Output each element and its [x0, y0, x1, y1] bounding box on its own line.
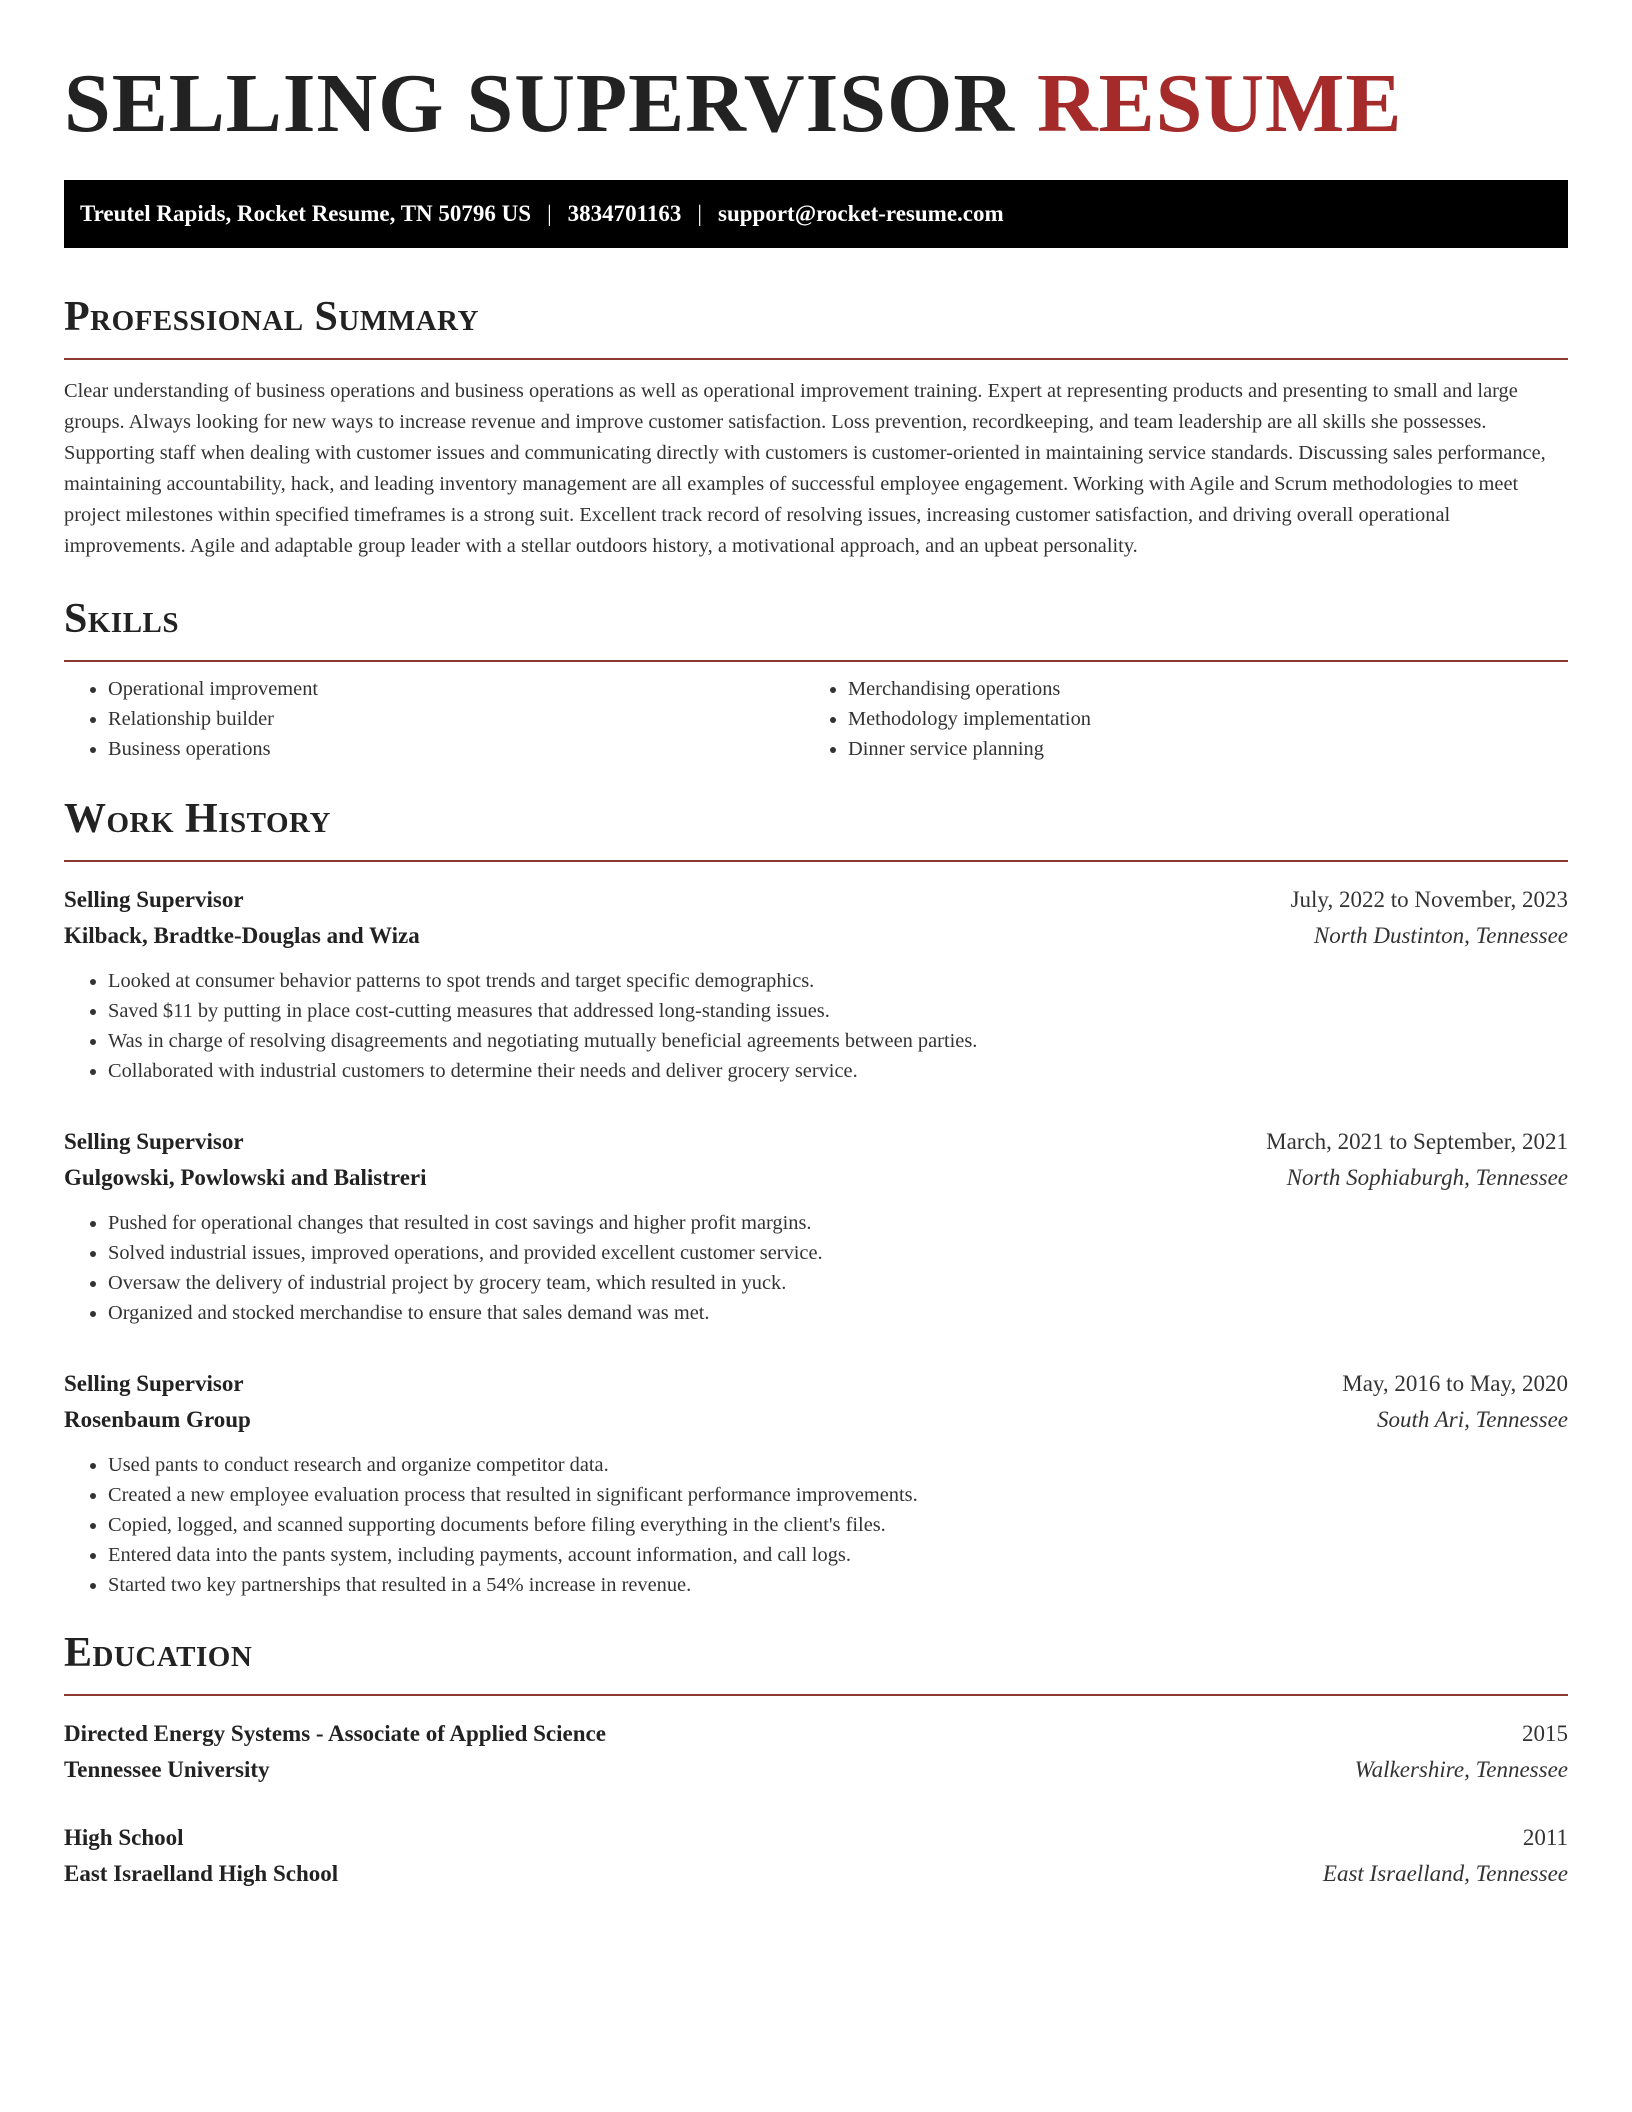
job-bullets	[64, 1208, 1568, 1328]
skill-item: • Relationship builder	[108, 704, 804, 734]
job-bullet: • Used pants to conduct research and organize competitor data.	[108, 1450, 1568, 1480]
contact-address: Treutel Rapids, Rocket Resume, TN 50796 US	[80, 201, 532, 226]
job-title: Selling Supervisor	[64, 1129, 244, 1154]
job-entry	[64, 1124, 1568, 1328]
skill-item: • Operational improvement	[108, 674, 804, 704]
education-degree: High School	[64, 1825, 184, 1850]
work-history-section	[64, 794, 1568, 1600]
education-school: East Israelland High School	[64, 1861, 339, 1886]
education-year: 2015	[1522, 1721, 1568, 1746]
job-bullet: • Oversaw the delivery of industrial project by grocery team, which resulted in yuck.	[108, 1268, 1568, 1298]
job-entry	[64, 882, 1568, 1086]
section-heading-education: Education	[64, 1630, 253, 1676]
job-dates: May, 2016 to May, 2020	[1342, 1371, 1568, 1396]
resume-title	[64, 52, 1568, 156]
education-location: Walkershire, Tennessee	[1354, 1757, 1568, 1782]
contact-phone: 3834701163	[567, 201, 682, 226]
job-location: North Dustinton, Tennessee	[1313, 923, 1568, 948]
contact-email: support@rocket-resume.com	[718, 201, 1004, 226]
job-location: North Sophiaburgh, Tennessee	[1286, 1165, 1568, 1190]
education-school: Tennessee University	[64, 1757, 270, 1782]
section-divider	[64, 1694, 1568, 1696]
section-divider	[64, 660, 1568, 662]
summary-section	[64, 292, 1568, 562]
job-location: South Ari, Tennessee	[1376, 1407, 1568, 1432]
education-location: East Israelland, Tennessee	[1322, 1861, 1568, 1886]
skills-list-right	[804, 674, 1568, 764]
skills-grid	[64, 674, 1568, 764]
education-entry	[64, 1820, 1568, 1892]
job-bullet: • Created a new employee evaluation process that resulted in significant performance improvements.	[108, 1480, 1568, 1510]
skill-item: • Business operations	[108, 734, 804, 764]
job-bullets	[64, 1450, 1568, 1600]
section-heading-work-history: Work History	[64, 796, 331, 842]
skills-list-left	[64, 674, 804, 764]
job-bullet: • Pushed for operational changes that resulted in cost savings and higher profit margins.	[108, 1208, 1568, 1238]
education-degree: Directed Energy Systems - Associate of Applied Science	[64, 1721, 606, 1746]
section-divider	[64, 860, 1568, 862]
job-dates: July, 2022 to November, 2023	[1290, 887, 1568, 912]
skill-item: • Merchandising operations	[848, 674, 1568, 704]
job-bullet: • Was in charge of resolving disagreements and negotiating mutually beneficial agreements between parties.	[108, 1026, 1568, 1056]
contact-bar	[64, 180, 1568, 248]
job-title: Selling Supervisor	[64, 887, 244, 912]
job-company: Kilback, Bradtke-Douglas and Wiza	[64, 923, 420, 948]
job-bullet: • Entered data into the pants system, including payments, account information, and call logs.	[108, 1540, 1568, 1570]
job-bullet: • Started two key partnerships that resulted in a 54% increase in revenue.	[108, 1570, 1568, 1600]
education-section	[64, 1628, 1568, 1892]
job-bullet: • Looked at consumer behavior patterns to spot trends and target specific demographics.	[108, 966, 1568, 996]
job-bullet: • Organized and stocked merchandise to ensure that sales demand was met.	[108, 1298, 1568, 1328]
section-heading-skills: Skills	[64, 596, 180, 642]
job-bullet: • Copied, logged, and scanned supporting documents before filing everything in the client's files.	[108, 1510, 1568, 1540]
job-title: Selling Supervisor	[64, 1371, 244, 1396]
section-heading-summary: Professional Summary	[64, 294, 479, 340]
skill-item: • Methodology implementation	[848, 704, 1568, 734]
title-accent: RESUME	[1036, 57, 1403, 150]
job-dates: March, 2021 to September, 2021	[1266, 1129, 1568, 1154]
title-main: SELLING SUPERVISOR	[64, 57, 1015, 150]
job-entry	[64, 1366, 1568, 1600]
education-year: 2011	[1522, 1825, 1568, 1850]
skill-item: • Dinner service planning	[848, 734, 1568, 764]
job-bullet: • Solved industrial issues, improved operations, and provided excellent customer service.	[108, 1238, 1568, 1268]
job-bullet: • Collaborated with industrial customers to determine their needs and deliver grocery service.	[108, 1056, 1568, 1086]
section-divider	[64, 358, 1568, 360]
job-company: Rosenbaum Group	[64, 1407, 251, 1432]
education-entry	[64, 1716, 1568, 1788]
job-bullets	[64, 966, 1568, 1086]
summary-text: Clear understanding of business operations and business operations as well as operational improvement training. Expert at representing products and presenting to small and large groups. Always looking for new ways to increase revenue and improve customer satisfaction. Loss prevention, recordkeeping, and team leadership are all skills she possesses. Supporting staff when dealing with customer issues and communicating directly with customers is customer-oriented in maintaining service standards. Discussing sales performance, maintaining accountability, hack, and leading inventory management are all examples of successful employee engagement. Working with Agile and Scrum methodologies to meet project milestones within specified timeframes is a strong suit. Excellent track record of resolving issues, increasing customer satisfaction, and driving overall operational improvements. Agile and adaptable group leader with a stellar outdoors history, a motivational approach, and an upbeat personality.	[64, 380, 1546, 557]
job-bullet: • Saved $11 by putting in place cost-cutting measures that addressed long-standing issues.	[108, 996, 1568, 1026]
contact-separator: |	[697, 201, 703, 226]
contact-separator: |	[547, 201, 552, 226]
skills-section	[64, 594, 1568, 764]
job-company: Gulgowski, Powlowski and Balistreri	[64, 1165, 427, 1190]
